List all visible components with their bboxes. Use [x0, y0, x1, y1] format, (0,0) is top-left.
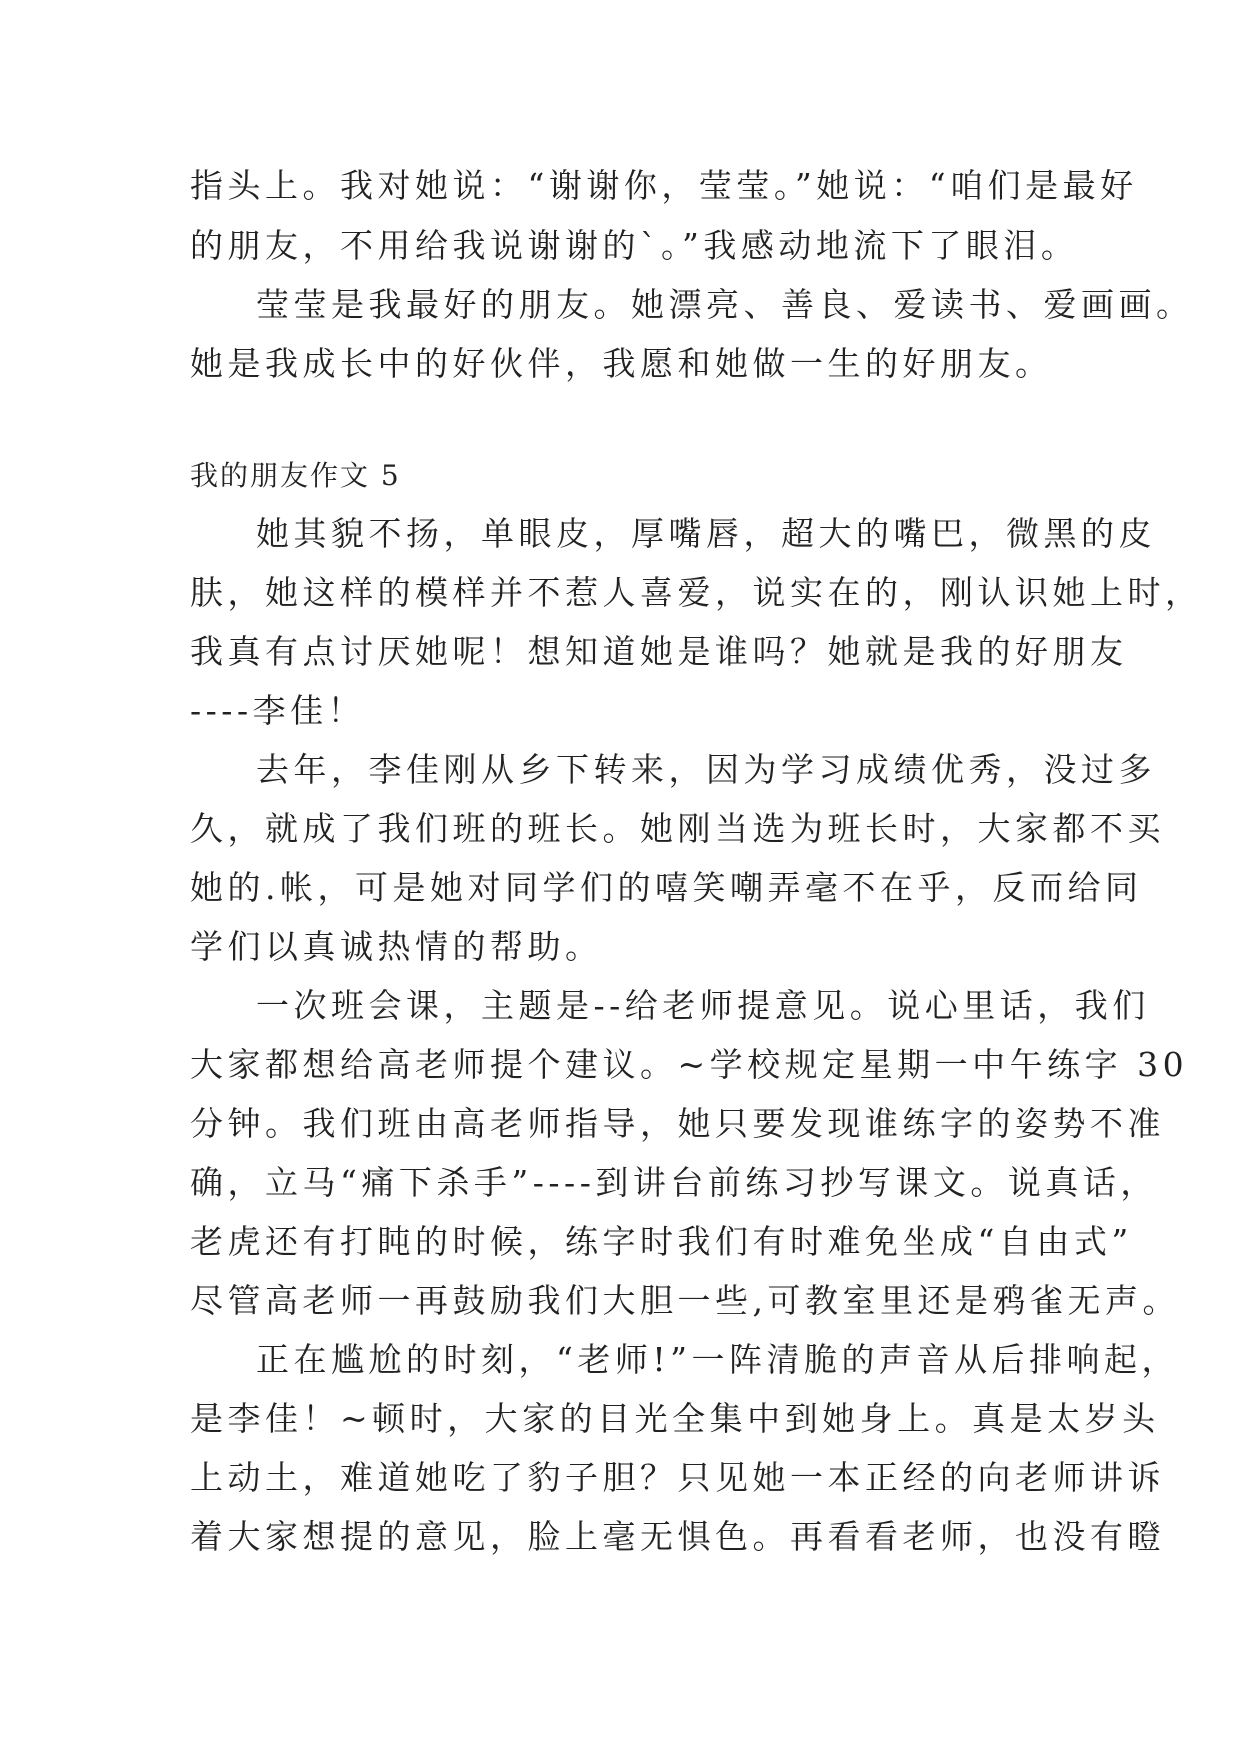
text-line: 大家都想给高老师提个建议。~学校规定星期一中午练字 30	[190, 1045, 1189, 1084]
text-line: 久，就成了我们班的班长。她刚当选为班长时，大家都不买	[190, 809, 1165, 848]
text-line: 肤，她这样的模样并不惹人喜爱，说实在的，刚认识她上时，	[190, 573, 1203, 612]
text-line: 分钟。我们班由高老师指导，她只要发现谁练字的姿势不准	[190, 1104, 1165, 1143]
text-line: 去年，李佳刚从乡下转来，因为学习成绩优秀，没过多	[256, 750, 1156, 789]
text-line: 学们以真诚热情的帮助。	[190, 927, 603, 966]
text-line: 她的.帐，可是她对同学们的嘻笑嘲弄毫不在乎，反而给同	[190, 868, 1143, 907]
text-line: 着大家想提的意见，脸上毫无惧色。再看看老师，也没有瞪	[190, 1517, 1165, 1556]
text-line: 是李佳！~顿时，大家的目光全集中到她身上。真是太岁头	[190, 1399, 1160, 1438]
text-line: 上动土，难道她吃了豹子胆？只见她一本正经的向老师讲诉	[190, 1458, 1165, 1497]
text-line: 她是我成长中的好伙伴，我愿和她做一生的好朋友。	[190, 344, 1053, 383]
text-line: 我真有点讨厌她呢！想知道她是谁吗？她就是我的好朋友	[190, 632, 1128, 671]
text-line: 一次班会课，主题是--给老师提意见。说心里话，我们	[256, 986, 1150, 1025]
text-line: 老虎还有打盹的时候，练字时我们有时难免坐成“自由式”	[190, 1222, 1133, 1261]
text-line: 确，立马“痛下杀手”----到讲台前练习抄写课文。说真话，	[190, 1163, 1158, 1202]
text-line: 莹莹是我最好的朋友。她漂亮、善良、爱读书、爱画画。	[256, 285, 1194, 324]
section-title: 我的朋友作文 5	[190, 459, 401, 492]
text-line: 的朋友，不用给我说谢谢的`。”我感动地流下了眼泪。	[190, 226, 1079, 265]
text-line: 指头上。我对她说：“谢谢你，莹莹。”她说：“咱们是最好	[190, 166, 1138, 205]
text-line: 尽管高老师一再鼓励我们大胆一些,可教室里还是鸦雀无声。	[190, 1281, 1180, 1320]
text-line: 她其貌不扬，单眼皮，厚嘴唇，超大的嘴巴，微黑的皮	[256, 514, 1156, 553]
text-line: ----李佳！	[190, 691, 366, 730]
text-line: 正在尴尬的时刻，“老师!”一阵清脆的声音从后排响起，	[256, 1340, 1180, 1379]
